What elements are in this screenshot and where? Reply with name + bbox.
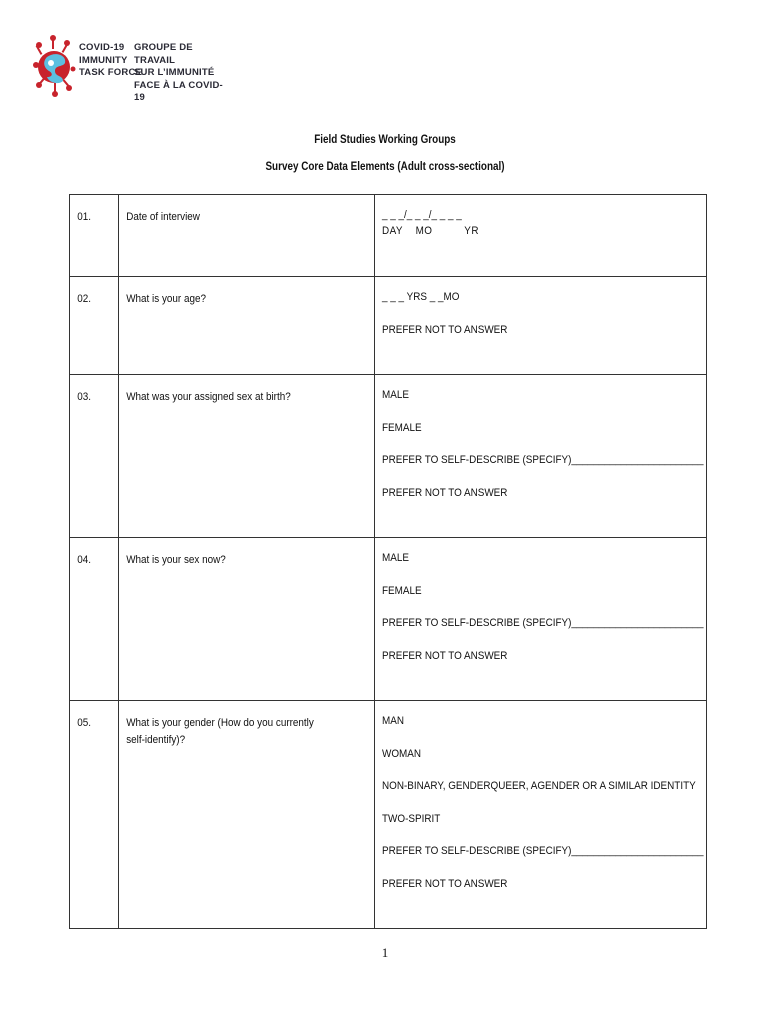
question-number: 03. [77, 391, 91, 403]
table-row [70, 538, 707, 701]
answer-option[interactable]: TWO-SPIRIT [382, 812, 441, 825]
answer-option[interactable]: PREFER NOT TO ANSWER [382, 323, 508, 336]
age-blank-field[interactable]: _ _ _ YRS _ _MO [382, 291, 460, 303]
document-heading [0, 127, 770, 181]
logo-fr-line: SUR L’IMMUNITÉ [134, 67, 215, 78]
question-number: 05. [77, 717, 91, 729]
logo-fr-line: FACE À LA COVID-19 [134, 79, 223, 103]
question-text: What was your assigned sex at birth? [126, 391, 291, 403]
question-number: 04. [77, 554, 91, 566]
question-cell [119, 195, 375, 277]
answer-option-self-describe[interactable]: PREFER TO SELF-DESCRIBE (SPECIFY)________________________ [382, 845, 704, 857]
logo-en-line: COVID-19 [79, 42, 125, 53]
question-number: 02. [77, 293, 91, 305]
answer-option[interactable]: WOMAN [382, 747, 422, 760]
document-subtitle: Survey Core Data Elements (Adult cross-sectional) [265, 161, 505, 173]
question-number-cell [70, 277, 119, 375]
logo-fr-line: GROUPE DE TRAVAIL [134, 42, 193, 66]
survey-table [69, 194, 707, 929]
answer-option[interactable]: MAN [382, 715, 405, 727]
logo-en-line: TASK FORCE [79, 67, 143, 78]
answer-option[interactable]: PREFER NOT TO ANSWER [382, 877, 508, 890]
table-row [70, 375, 707, 538]
table-row [70, 701, 707, 929]
answer-cell [375, 701, 707, 929]
question-text: What is your gender (How do you currently self-identify)? [126, 717, 314, 746]
question-cell [119, 701, 375, 929]
question-cell [119, 538, 375, 701]
question-cell [119, 277, 375, 375]
document-title: Field Studies Working Groups [314, 134, 456, 146]
answer-option[interactable]: PREFER NOT TO ANSWER [382, 649, 508, 662]
question-number-cell [70, 375, 119, 538]
task-force-logo [33, 33, 223, 103]
answer-option[interactable]: FEMALE [382, 584, 422, 597]
question-text: What is your sex now? [126, 554, 226, 566]
answer-option[interactable]: MALE [382, 552, 409, 564]
answer-cell [375, 195, 707, 277]
date-blank-field[interactable]: _ _ _/_ _ _/_ _ _ _ [382, 209, 462, 221]
logo-en-line: IMMUNITY [79, 54, 128, 66]
answer-option[interactable]: FEMALE [382, 421, 422, 434]
answer-option[interactable]: MALE [382, 389, 409, 401]
question-number-cell [70, 538, 119, 701]
date-labels: DAY MO YR [382, 225, 479, 237]
question-cell [119, 375, 375, 538]
answer-option-self-describe[interactable]: PREFER TO SELF-DESCRIBE (SPECIFY)________________________ [382, 617, 704, 629]
question-number: 01. [77, 211, 91, 223]
question-number-cell [70, 195, 119, 277]
virus-logo-icon [33, 33, 77, 99]
answer-option[interactable]: PREFER NOT TO ANSWER [382, 486, 508, 499]
question-text: What is your age? [126, 293, 206, 305]
answer-cell [375, 375, 707, 538]
answer-cell [375, 277, 707, 375]
table-row [70, 195, 707, 277]
answer-cell [375, 538, 707, 701]
answer-option[interactable]: NON-BINARY, GENDERQUEER, AGENDER OR A SIMILAR IDENTITY [382, 780, 696, 792]
question-number-cell [70, 701, 119, 929]
page-number: 1 [381, 945, 389, 960]
question-text: Date of interview [126, 211, 200, 223]
table-row [70, 277, 707, 375]
answer-option-self-describe[interactable]: PREFER TO SELF-DESCRIBE (SPECIFY)________________________ [382, 454, 704, 466]
